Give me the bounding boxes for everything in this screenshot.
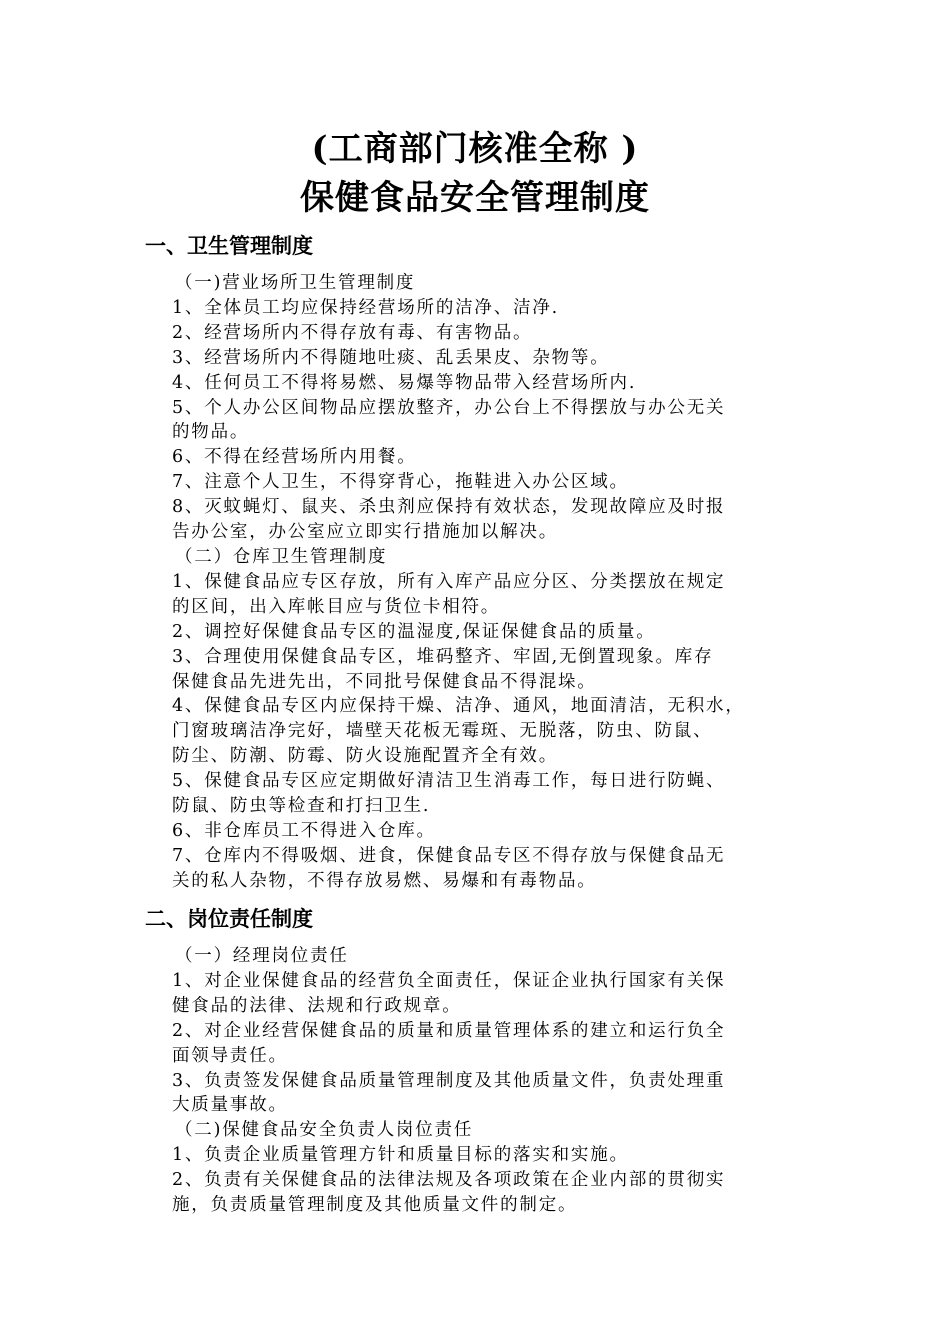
paragraph-line: 7、注意个人卫生，不得穿背心，拖鞋进入办公区域。 xyxy=(172,472,629,493)
paragraph-line: 1、负责企业质量管理方针和质量目标的落实和实施。 xyxy=(172,1145,629,1166)
subsection-title: （一）经理岗位责任 xyxy=(175,946,349,966)
section-heading-responsibility: 二、岗位责任制度 xyxy=(145,907,313,931)
paragraph-line: 4、保健食品专区内应保持干燥、洁净、通风，地面清洁，无积水， xyxy=(172,696,745,717)
paragraph-line: 6、非仓库员工不得进入仓库。 xyxy=(172,820,436,841)
paragraph-line: 2、负责有关保健食品的法律法规及各项政策在企业内部的贯彻实 xyxy=(172,1170,726,1191)
subsection-title: （二）仓库卫生管理制度 xyxy=(175,546,388,567)
paragraph-line: 3、合理使用保健食品专区，堆码整齐、牢固,无倒置现象。库存 xyxy=(172,646,714,667)
paragraph-line: 5、保健食品专区应定期做好清洁卫生消毒工作，每日进行防蝇、 xyxy=(172,771,726,792)
paragraph-line: 门窗玻璃洁净完好，墙壁天花板无霉斑、无脱落，防虫、防鼠、 xyxy=(172,721,713,742)
subsection-title: （二)保健食品安全负责人岗位责任 xyxy=(175,1120,474,1141)
paragraph-line: 2、调控好保健食品专区的温湿度,保证保健食品的质量。 xyxy=(172,621,656,642)
paragraph-line: 1、保健食品应专区存放，所有入库产品应分区、分类摆放在规定 xyxy=(172,571,726,592)
section-body-hygiene xyxy=(172,271,822,894)
subsection-title: （一)营业场所卫生管理制度 xyxy=(175,273,416,293)
paragraph-line: 大质量事故。 xyxy=(172,1095,288,1116)
paragraph-line: 面领导责任。 xyxy=(172,1045,288,1066)
paragraph-line: 防尘、防潮、防霉、防火设施配置齐全有效。 xyxy=(172,746,558,767)
paragraph-line: 3、经营场所内不得随地吐痰、乱丢果皮、杂物等。 xyxy=(172,347,610,368)
paragraph-line: 的物品。 xyxy=(172,422,250,443)
paragraph-line: 7、仓库内不得吸烟、进食，保健食品专区不得存放与保健食品无 xyxy=(172,845,726,866)
paragraph-line: 4、任何员工不得将易燃、易爆等物品带入经营场所内. xyxy=(172,372,637,393)
paragraph-line: 6、不得在经营场所内用餐。 xyxy=(172,447,417,468)
paragraph-line: 5、个人办公区间物品应摆放整齐，办公台上不得摆放与办公无关 xyxy=(172,397,726,418)
section-body-responsibility xyxy=(172,944,822,1218)
company-name-title: (工商部门核准全称 ) xyxy=(311,129,639,169)
paragraph-line: 施，负责质量管理制度及其他质量文件的制定。 xyxy=(172,1195,578,1216)
paragraph-line: 3、负责签发保健食品质量管理制度及其他质量文件，负责处理重 xyxy=(172,1070,726,1091)
section-heading-hygiene: 一、卫生管理制度 xyxy=(145,234,313,258)
paragraph-line: 关的私人杂物，不得存放易燃、易爆和有毒物品。 xyxy=(172,870,597,891)
document-title: 保健食品安全管理制度 xyxy=(300,178,650,218)
paragraph-line: 1、对企业保健食品的经营负全面责任，保证企业执行国家有关保 xyxy=(172,970,726,991)
paragraph-line: 1、全体员工均应保持经营场所的洁净、洁净. xyxy=(172,297,559,318)
paragraph-line: 保健食品先进先出，不同批号保健食品不得混垛。 xyxy=(172,671,597,692)
paragraph-line: 2、经营场所内不得存放有毒、有害物品。 xyxy=(172,322,533,343)
paragraph-line: 告办公室，办公室应立即实行措施加以解决。 xyxy=(172,522,558,543)
paragraph-line: 健食品的法律、法规和行政规章。 xyxy=(172,995,462,1016)
paragraph-line: 的区间，出入库帐目应与货位卡相符。 xyxy=(172,596,501,617)
paragraph-line: 2、对企业经营保健食品的质量和质量管理体系的建立和运行负全 xyxy=(172,1020,726,1041)
paragraph-line: 防鼠、防虫等检查和打扫卫生. xyxy=(172,796,431,817)
paragraph-line: 8、灭蚊蝇灯、鼠夹、杀虫剂应保持有效状态，发现故障应及时报 xyxy=(172,497,726,518)
